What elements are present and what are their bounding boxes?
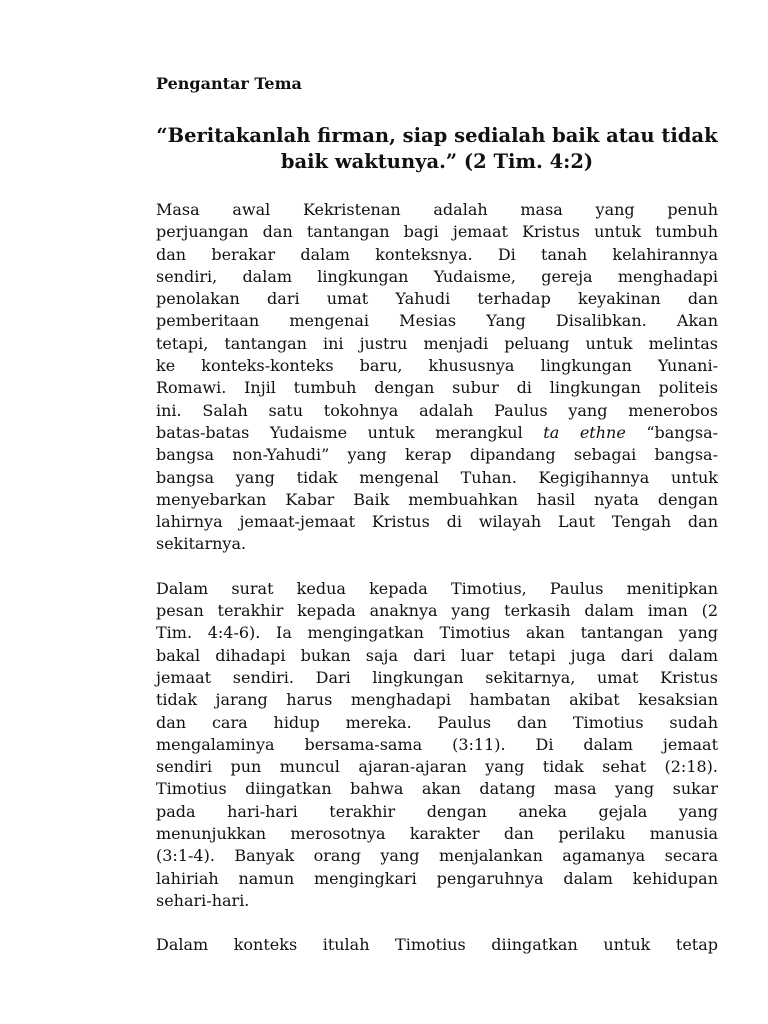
text-line: bangsa non-Yahudi” yang kerap dipandang sebagai bangsa- <box>156 445 718 465</box>
text-line: dan cara hidup mereka. Paulus dan Timotius sudah <box>156 712 718 732</box>
document-page <box>156 72 718 979</box>
text-line: sehari-hari. <box>156 890 250 910</box>
italic-term: ta ethne <box>543 422 626 442</box>
text-line: Dalam konteks itulah Timotius diingatkan untuk tetap <box>156 935 718 955</box>
section-heading: Pengantar Tema <box>156 74 302 93</box>
paragraph-3 <box>156 934 718 956</box>
text-line: Romawi. Injil tumbuh dengan subur di lingkungan politeis <box>156 378 718 398</box>
text-line: dan berakar dalam konteksnya. Di tanah kelahirannya <box>156 244 718 264</box>
text-line: ini. Salah satu tokohnya adalah Paulus yang menerobos <box>156 400 718 420</box>
text-line: pada hari-hari terakhir dengan aneka gejala yang <box>156 801 718 821</box>
text-line: jemaat sendiri. Dari lingkungan sekitarnya, umat Kristus <box>156 667 718 687</box>
text-line: sekitarnya. <box>156 534 247 554</box>
text-line: lahirnya jemaat-jemaat Kristus di wilayah Laut Tengah dan <box>156 512 718 532</box>
text-line: sendiri, dalam lingkungan Yudaisme, gereja menghadapi <box>156 266 718 286</box>
paragraph-1 <box>156 199 718 556</box>
text-segment: “bangsa- <box>625 422 719 442</box>
text-line: tetapi, tantangan ini justru menjadi peluang untuk melintas <box>156 333 718 353</box>
text-line: lahiriah namun mengingkari pengaruhnya dalam kehidupan <box>156 868 718 888</box>
text-line: pemberitaan mengenai Mesias Yang Disalibkan. Akan <box>156 311 718 331</box>
theme-quote-line: “Beritakanlah firman, siap sedialah baik atau tidak <box>156 124 718 147</box>
text-line: perjuangan dan tantangan bagi jemaat Kristus untuk tumbuh <box>156 222 718 242</box>
text-line: bangsa yang tidak mengenal Tuhan. Kegigihannya untuk <box>156 467 718 487</box>
text-line: Dalam surat kedua kepada Timotius, Paulus menitipkan <box>156 578 718 598</box>
text-line: sendiri pun muncul ajaran-ajaran yang tidak sehat (2:18). <box>156 757 718 777</box>
text-line: Masa awal Kekristenan adalah masa yang penuh <box>156 200 718 219</box>
text-segment: batas-batas Yudaisme untuk merangkul <box>156 422 544 442</box>
theme-quote-line: baik waktunya.” (2 Tim. 4:2) <box>280 150 594 173</box>
text-line: pesan terakhir kepada anaknya yang terkasih dalam iman (2 <box>156 601 718 621</box>
paragraph-2 <box>156 578 718 912</box>
text-line: menunjukkan merosotnya karakter dan perilaku manusia <box>156 824 718 844</box>
text-line-with-italic <box>156 422 718 444</box>
theme-quote <box>156 123 718 175</box>
text-line: ke konteks-konteks baru, khususnya lingkungan Yunani- <box>156 356 718 376</box>
text-line: tidak jarang harus menghadapi hambatan akibat kesaksian <box>156 690 718 710</box>
text-line: Tim. 4:4-6). Ia mengingatkan Timotius akan tantangan yang <box>156 623 718 643</box>
text-line: menyebarkan Kabar Baik membuahkan hasil nyata dengan <box>156 489 718 509</box>
text-line: mengalaminya bersama-sama (3:11). Di dalam jemaat <box>156 734 718 754</box>
text-line: Timotius diingatkan bahwa akan datang masa yang sukar <box>156 779 718 799</box>
text-line: penolakan dari umat Yahudi terhadap keyakinan dan <box>156 289 718 309</box>
text-line: (3:1-4). Banyak orang yang menjalankan agamanya secara <box>156 846 718 866</box>
text-line: bakal dihadapi bukan saja dari luar tetapi juga dari dalam <box>156 645 718 665</box>
